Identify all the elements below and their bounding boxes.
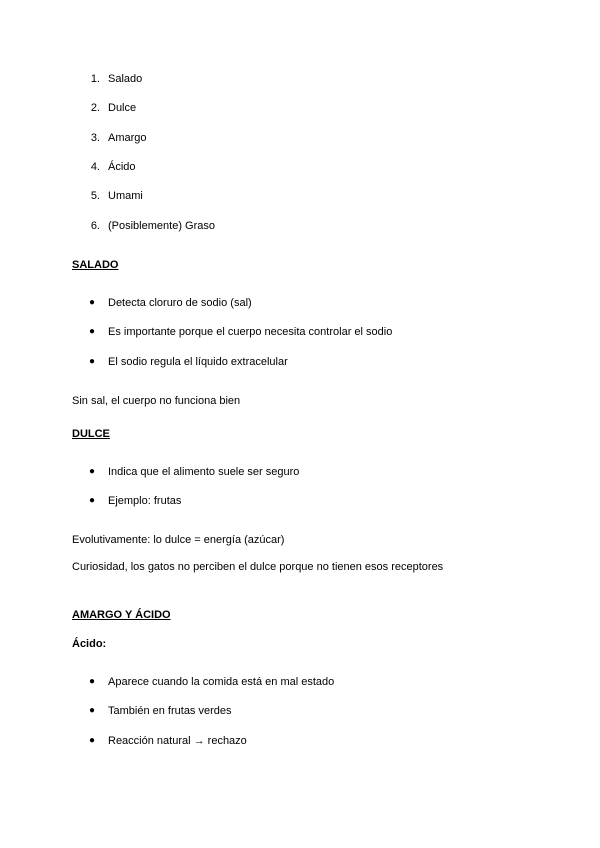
list-item: (Posiblemente) Graso (108, 220, 215, 232)
bullet-icon: ● (89, 466, 96, 477)
list-number: 3. (90, 132, 100, 144)
subheading: Ácido: (72, 638, 107, 650)
list-number: 6. (90, 220, 100, 232)
bullet-item: Reacción natural → rechazo (108, 735, 247, 747)
bullet-item: El sodio regula el líquido extracelular (108, 356, 288, 368)
bullet-item: Detecta cloruro de sodio (sal) (108, 297, 252, 309)
section-heading: SALADO (72, 259, 119, 271)
list-number: 4. (90, 161, 100, 173)
list-number: 2. (90, 102, 100, 114)
list-number: 1. (90, 73, 100, 85)
section-heading: AMARGO Y ÁCIDO (72, 609, 171, 621)
bullet-icon: ● (89, 297, 96, 308)
paragraph: Curiosidad, los gatos no perciben el dulce porque no tienen esos receptores (72, 561, 444, 573)
bullet-icon: ● (89, 356, 96, 367)
section-heading: DULCE (72, 428, 110, 440)
bullet-icon: ● (89, 705, 96, 716)
bullet-icon: ● (89, 735, 96, 746)
bullet-icon: ● (89, 495, 96, 506)
bullet-item: Ejemplo: frutas (108, 495, 182, 507)
paragraph: Evolutivamente: lo dulce = energía (azúcar) (72, 534, 285, 546)
list-item: Ácido (108, 161, 136, 173)
bullet-icon: ● (89, 676, 96, 687)
list-item: Salado (108, 73, 143, 85)
bullet-item: Es importante porque el cuerpo necesita controlar el sodio (108, 326, 393, 338)
list-item: Umami (108, 190, 143, 202)
list-item: Dulce (108, 102, 137, 114)
list-number: 5. (90, 190, 100, 202)
bullet-item: Indica que el alimento suele ser seguro (108, 466, 300, 478)
paragraph: Sin sal, el cuerpo no funciona bien (72, 395, 241, 407)
bullet-item: Aparece cuando la comida está en mal estado (108, 676, 335, 688)
bullet-item: También en frutas verdes (108, 705, 232, 717)
bullet-icon: ● (89, 326, 96, 337)
list-item: Amargo (108, 132, 147, 144)
